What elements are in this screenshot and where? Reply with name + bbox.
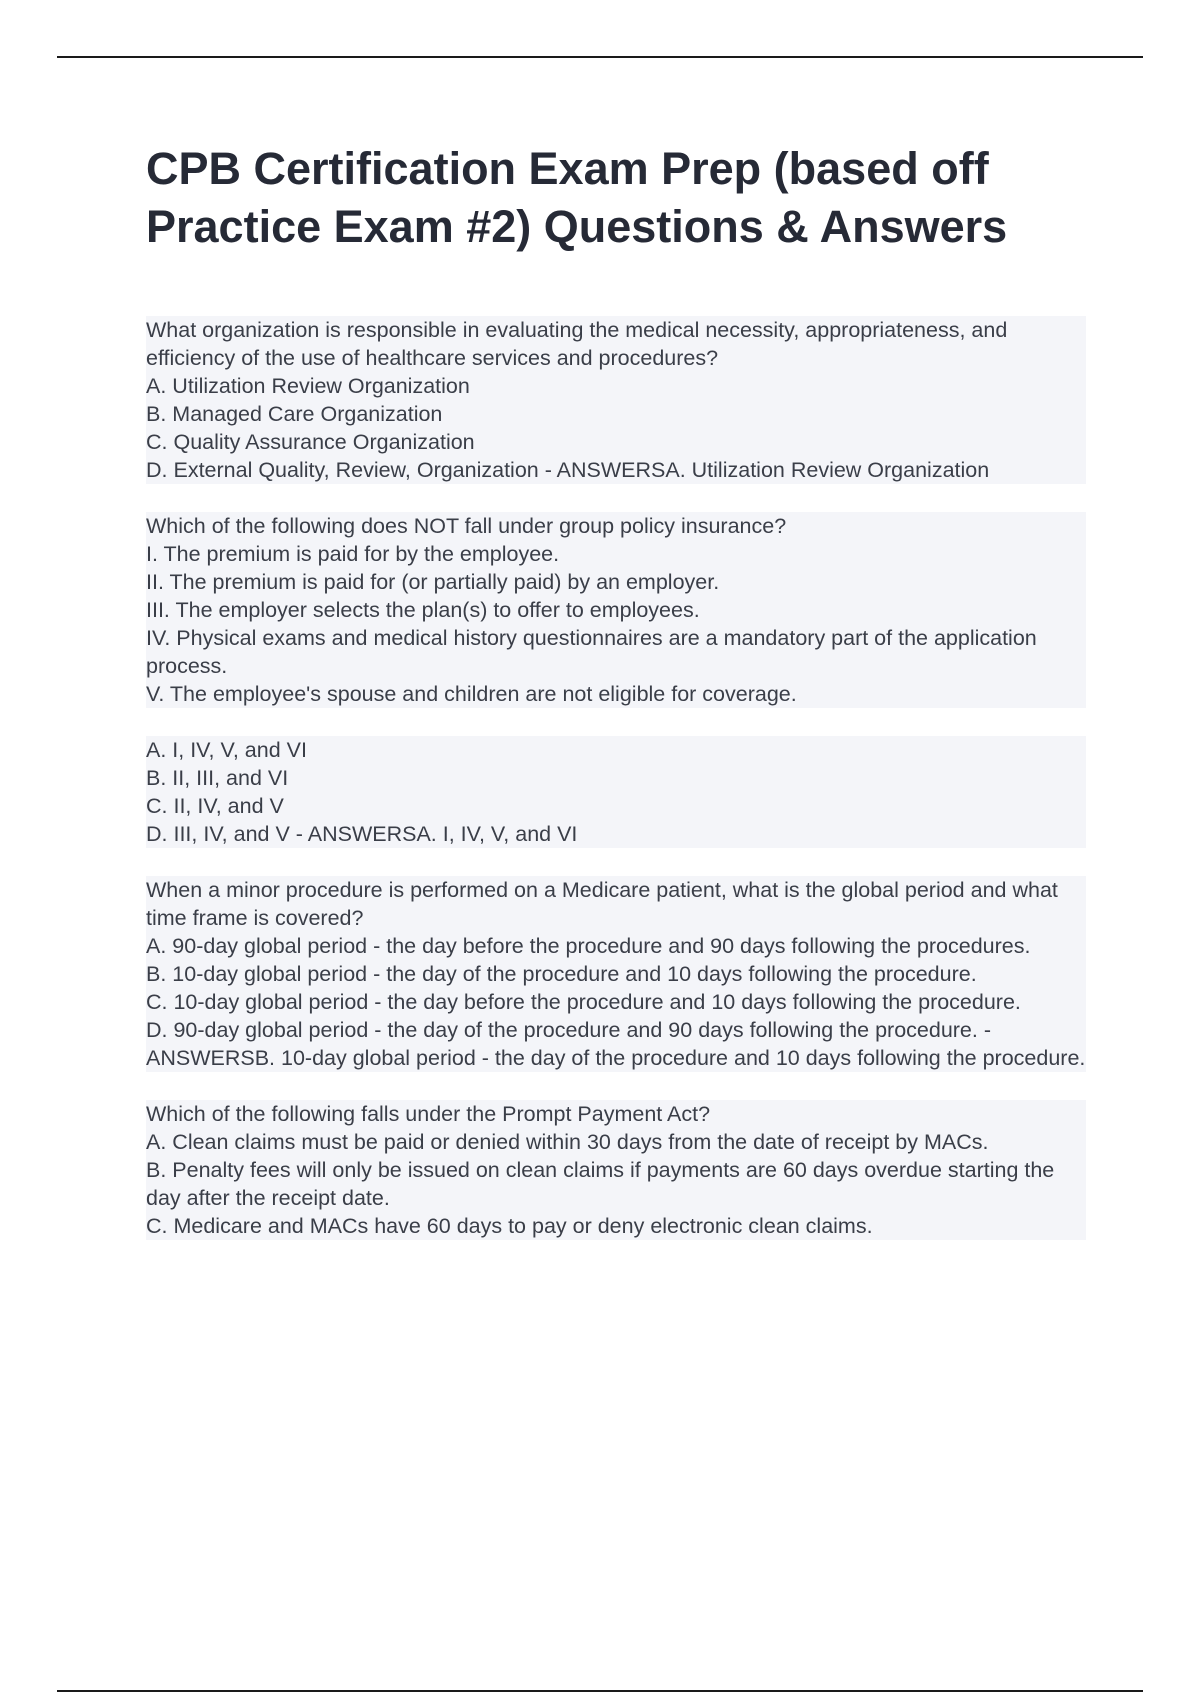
answer-option: A. Clean claims must be paid or denied within 30 days from the date of receipt by MACs. [146, 1130, 989, 1154]
answer-option: A. Utilization Review Organization [146, 374, 470, 398]
question-block [146, 316, 1086, 484]
question-2 [146, 512, 1086, 848]
statement-item: IV. Physical exams and medical history questionnaires are a mandatory part of the application process. [146, 626, 1037, 678]
answer-option: C. Medicare and MACs have 60 days to pay or deny electronic clean claims. [146, 1214, 873, 1238]
question-text: Which of the following does NOT fall under group policy insurance? [146, 514, 787, 538]
blank-line [146, 708, 1086, 736]
statement-item: III. The employer selects the plan(s) to offer to employees. [146, 598, 700, 622]
question-3 [146, 876, 1086, 1072]
answer-option: D. 90-day global period - the day of the procedure and 90 days following the procedure. - ANSWERSB. 10-day global period - the day of the procedure and 10 days following the procedure. [146, 1018, 1086, 1070]
answer-option: C. Quality Assurance Organization [146, 430, 475, 454]
question-block [146, 876, 1086, 1072]
document-title: CPB Certification Exam Prep (based off Practice Exam #2) Questions & Answers [146, 143, 1008, 252]
answer-option: D. External Quality, Review, Organization - ANSWERSA. Utilization Review Organization [146, 458, 990, 482]
statement-item: I. The premium is paid for by the employee. [146, 542, 560, 566]
answer-option: B. 10-day global period - the day of the procedure and 10 days following the procedure. [146, 962, 977, 986]
answer-option: C. 10-day global period - the day before the procedure and 10 days following the procedure. [146, 990, 1021, 1014]
question-block [146, 1100, 1086, 1240]
answer-option: A. I, IV, V, and VI [146, 738, 307, 762]
answer-option: A. 90-day global period - the day before the procedure and 90 days following the procedures. [146, 934, 1031, 958]
answer-option: B. Managed Care Organization [146, 402, 443, 426]
question-1 [146, 316, 1086, 484]
question-text: Which of the following falls under the Prompt Payment Act? [146, 1102, 711, 1126]
document-body [146, 140, 1086, 1268]
question-text: What organization is responsible in evaluating the medical necessity, appropriateness, and efficiency of the use of healthcare services and procedures? [146, 318, 1008, 370]
options-block [146, 736, 1086, 848]
answer-option: D. III, IV, and V - ANSWERSA. I, IV, V, and VI [146, 822, 578, 846]
question-text: When a minor procedure is performed on a Medicare patient, what is the global period and what time frame is covered? [146, 878, 1058, 930]
top-rule [57, 56, 1143, 58]
answer-option: B. Penalty fees will only be issued on clean claims if payments are 60 days overdue starting the day after the receipt date. [146, 1158, 1055, 1210]
answer-option: B. II, III, and VI [146, 766, 289, 790]
question-4 [146, 1100, 1086, 1240]
answer-option: C. II, IV, and V [146, 794, 284, 818]
statement-item: II. The premium is paid for (or partially paid) by an employer. [146, 570, 720, 594]
bottom-rule [57, 1690, 1143, 1692]
question-block [146, 512, 1086, 708]
statement-item: V. The employee's spouse and children are not eligible for coverage. [146, 682, 797, 706]
